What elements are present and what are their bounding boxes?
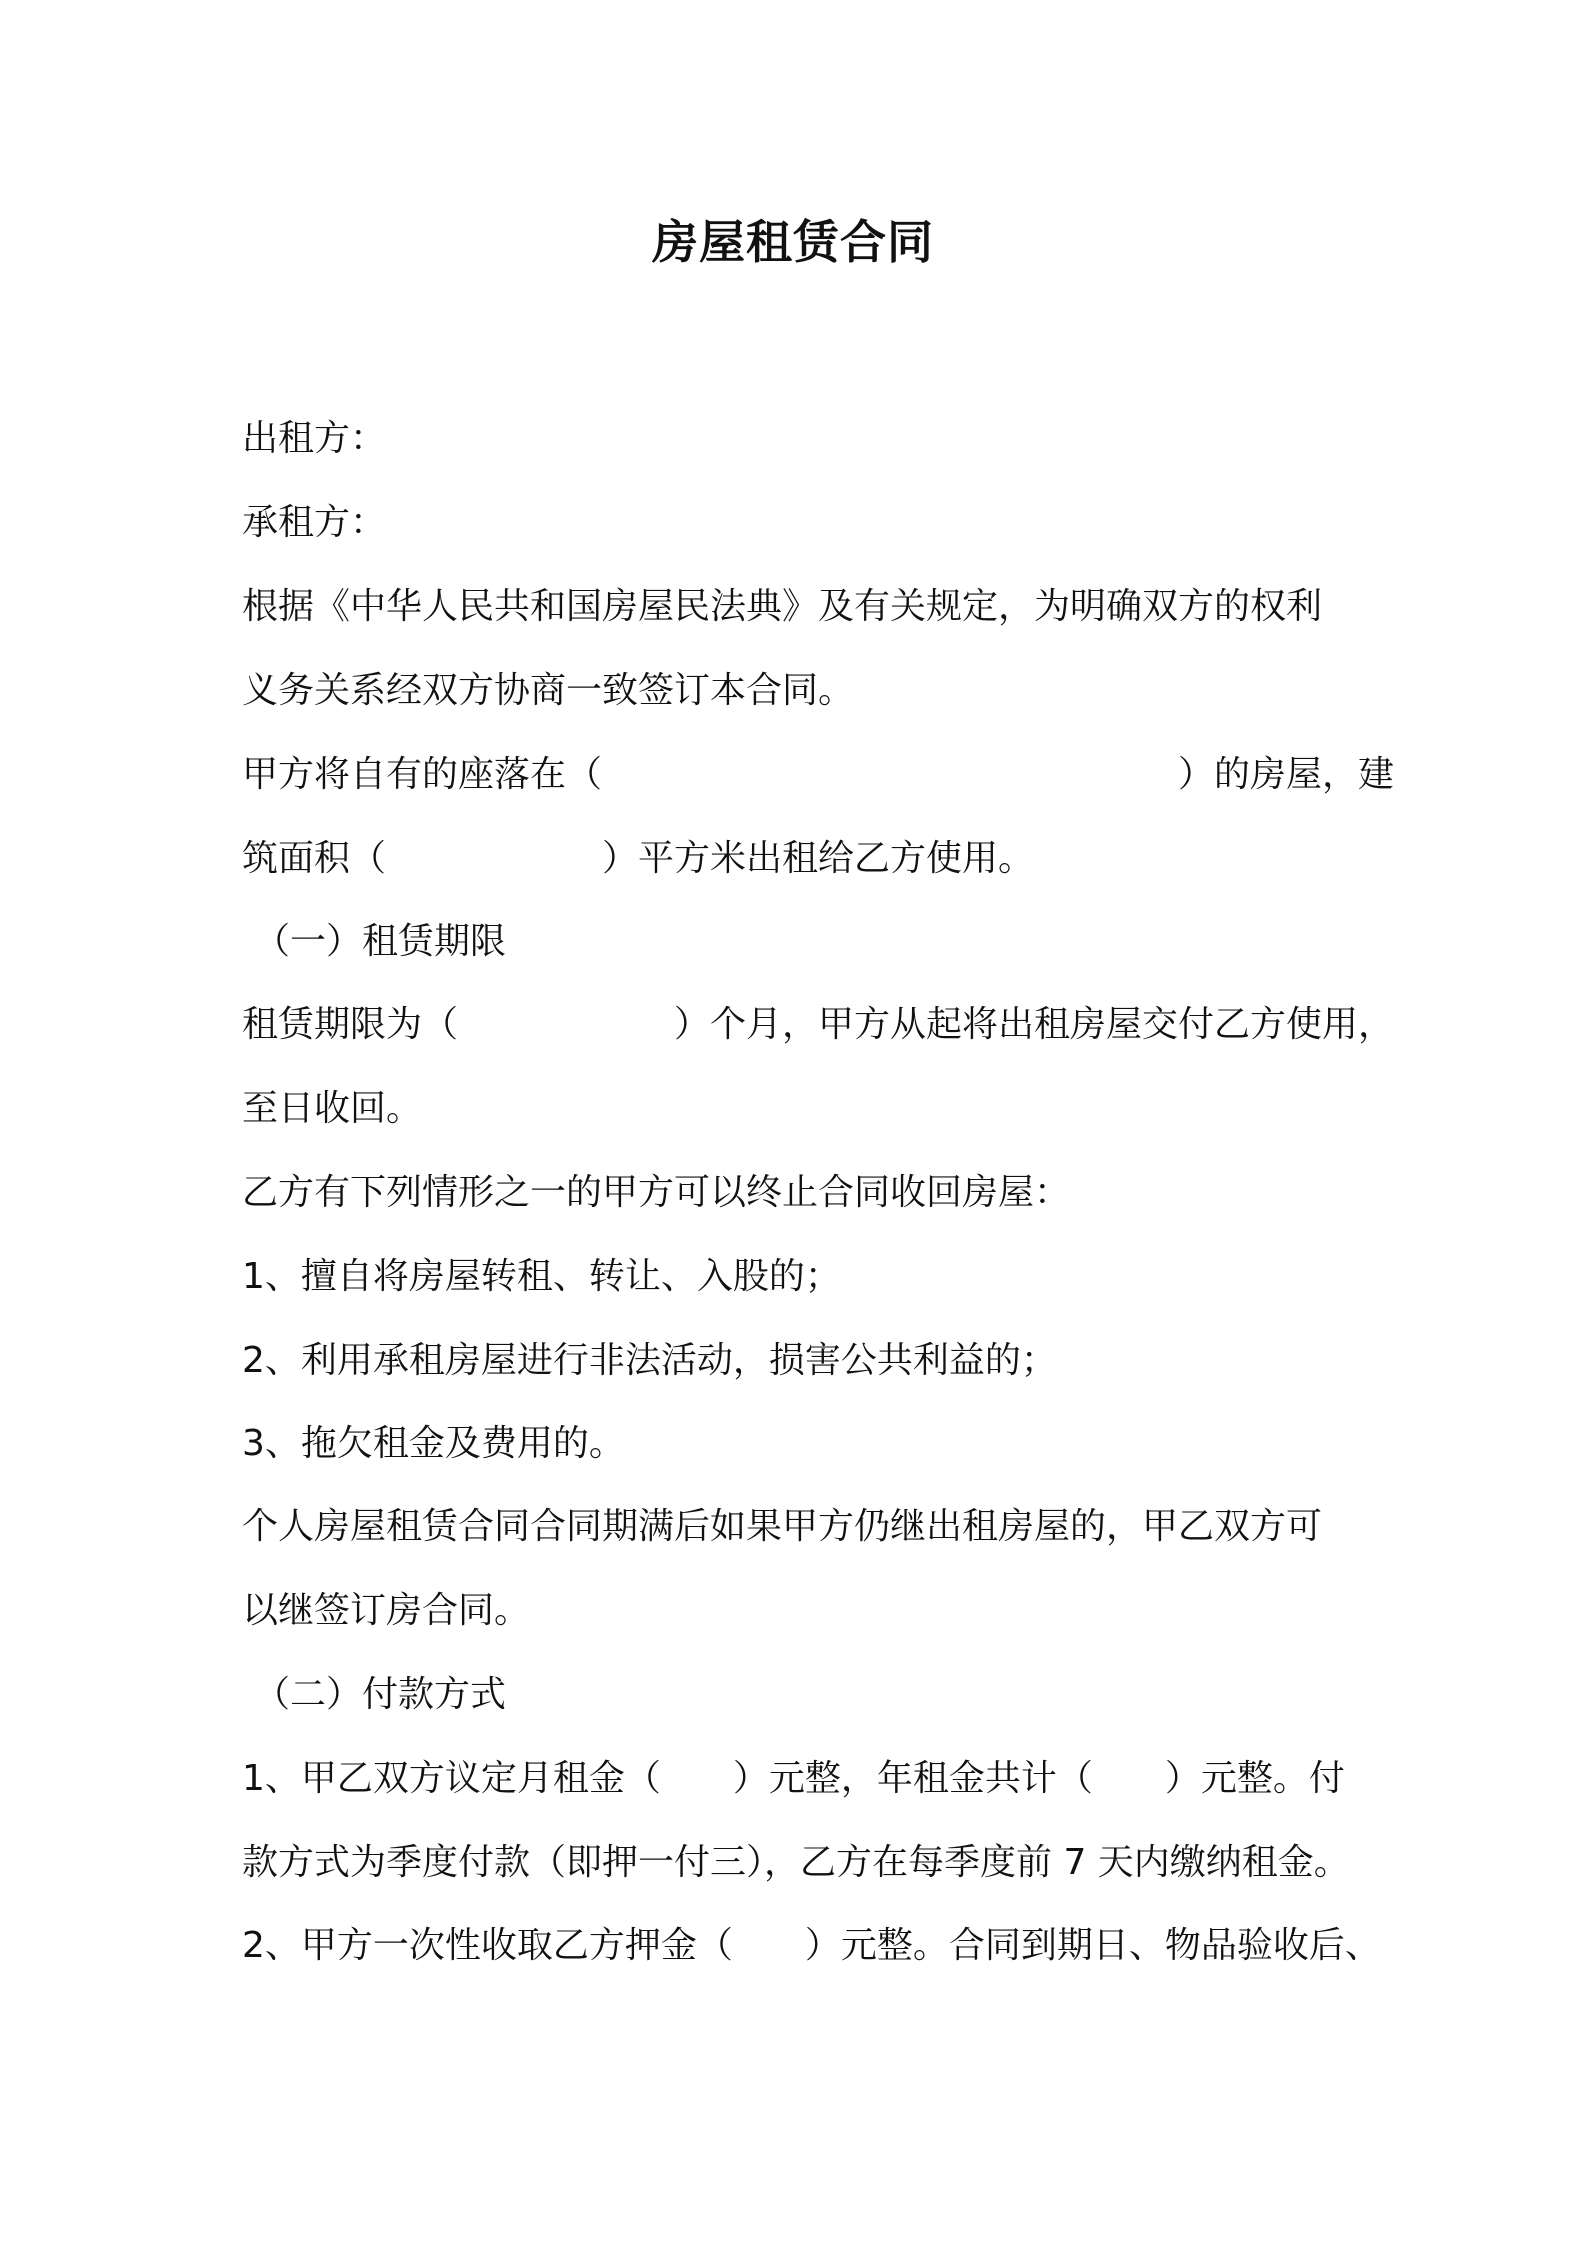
paragraph-line: 乙方有下列情形之一的甲方可以终止合同收回房屋： [242, 1172, 1071, 1213]
paragraph-line: 至日收回。 [242, 1088, 423, 1129]
lessor-label: 出租方： [242, 418, 387, 459]
paragraph-line: 根据《中华人民共和国房屋民法典》及有关规定，为明确双方的权利 [242, 586, 1323, 627]
section-heading: （一）租赁期限 [254, 921, 507, 962]
list-item: 1、甲乙双方议定月租金（ ）元整，年租金共计（ ）元整。付 [242, 1758, 1345, 1799]
paragraph-line: 个人房屋租赁合同合同期满后如果甲方仍继出租房屋的，甲乙双方可 [242, 1506, 1323, 1547]
list-item: 2、利用承租房屋进行非法活动，损害公共利益的； [242, 1340, 1057, 1381]
paragraph-line: 筑面积（ ）平方米出租给乙方使用。 [242, 838, 1035, 879]
list-item: 1、擅自将房屋转租、转让、入股的； [242, 1256, 841, 1297]
paragraph-line: 义务关系经双方协商一致签订本合同。 [242, 670, 855, 711]
lessee-label: 承租方： [242, 502, 387, 543]
paragraph-line: 甲方将自有的座落在（ ）的房屋，建 [242, 754, 1395, 795]
list-item: 3、拖欠租金及费用的。 [242, 1423, 625, 1464]
paragraph-line: 租赁期限为（ ）个月，甲方从起将出租房屋交付乙方使用， [242, 1004, 1395, 1045]
paragraph-line: 款方式为季度付款（即押一付三），乙方在每季度前 7 天内缴纳租金。 [242, 1842, 1350, 1883]
list-item: 2、甲方一次性收取乙方押金（ ）元整。合同到期日、物品验收后、 [242, 1925, 1381, 1966]
paragraph-line: 以继签订房合同。 [242, 1590, 531, 1631]
section-heading: （二）付款方式 [254, 1674, 507, 1715]
document-title: 房屋租赁合同 [652, 215, 934, 269]
